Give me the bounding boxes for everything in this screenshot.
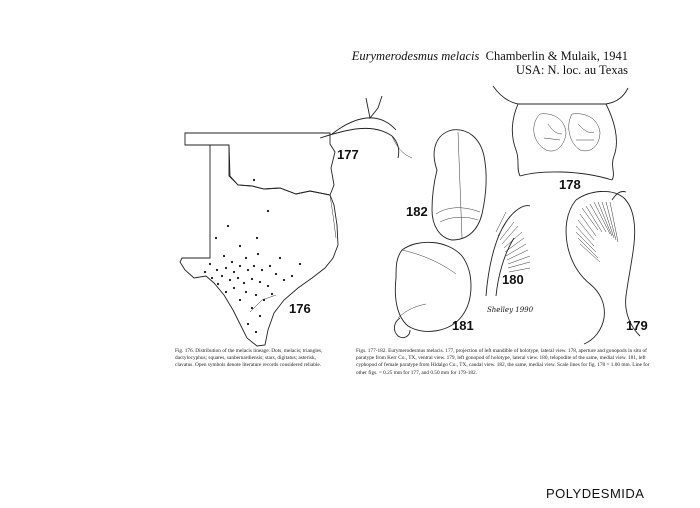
caption-figs-177-182: Figs. 177-182. Eurymerodesmus melacis. 177, projection of left mandible of holotype, lateral view. 178, aperture and gonopods in situ of paratype from Kerr Co., TX, ventral view. 179, left gonopod of holotype, lateral view. 180, telopodite of the same, medial view. 181, left cyphopod of female paratype from Hidalgo Co., TX, caudal view. 182, the same, medial view. Scale lines for fig. 178 = 1.00 mm. Line for other figs. = 0.25 mm for 177, and 0.50 mm for 179-182. (356, 348, 650, 376)
figure-label-181: 181 (452, 318, 474, 333)
species-authority: Chamberlin & Mulaik, 1941 (485, 49, 628, 63)
figure-label-176: 176 (289, 301, 311, 316)
figure-label-178: 178 (559, 177, 581, 192)
species-name: Eurymerodesmus melacis (351, 49, 480, 63)
locality: USA: N. loc. au Texas (515, 63, 628, 77)
figure-label-182: 182 (406, 204, 428, 219)
figure-label-179: 179 (626, 318, 648, 333)
caption-fig-176: Fig. 176. Distribution of the melacis lineage. Dots, melacis; triangles, dactylocyphus; squares, sanbernardiensis; stars, digitatus; asterisk, clavatus. Open symbols denote literature records considered reliable. (175, 348, 323, 369)
section-footer: POLYDESMIDA (546, 486, 645, 501)
figure-label-177: 177 (337, 147, 359, 162)
figure-label-180: 180 (502, 272, 524, 287)
author-signature: Shelley 1990 (487, 306, 534, 314)
